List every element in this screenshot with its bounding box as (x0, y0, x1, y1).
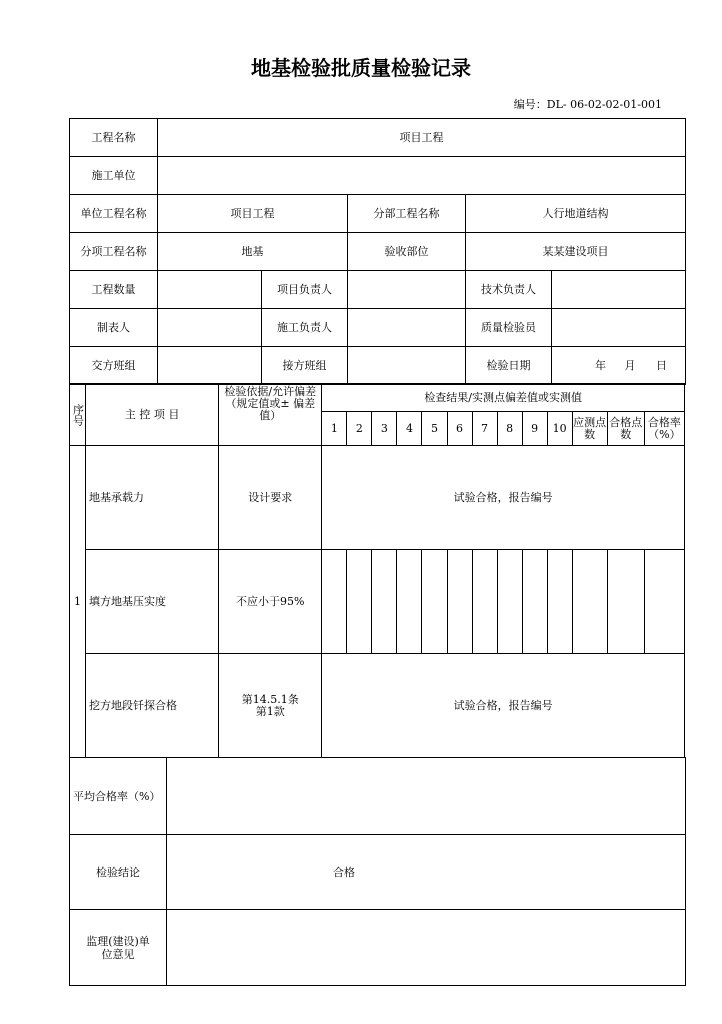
supervision-value (167, 910, 686, 986)
basis-header: 检验依据/允许偏差（规定值或± 偏差值） (219, 384, 322, 446)
col-header: 4 (397, 412, 422, 446)
unit-project-value: 项目工程 (158, 195, 348, 233)
construction-unit-value (158, 157, 686, 195)
result-cell (397, 550, 422, 654)
result-cell (607, 550, 644, 654)
col-header: 5 (422, 412, 447, 446)
construction-unit-label: 施工单位 (70, 157, 158, 195)
quantity-label: 工程数量 (70, 271, 158, 309)
date-month: 月 (624, 359, 636, 372)
item-name: 填方地基压实度 (86, 550, 219, 654)
unit-project-label: 单位工程名称 (70, 195, 158, 233)
avg-rate-value (167, 758, 686, 835)
col-header: 10 (547, 412, 572, 446)
project-leader-value (348, 271, 466, 309)
tech-leader-label: 技术负责人 (466, 271, 552, 309)
conclusion-label: 检验结论 (70, 835, 167, 910)
construction-leader-value (348, 309, 466, 347)
acceptance-part-label: 验收部位 (348, 233, 466, 271)
col-header: 8 (497, 412, 522, 446)
item-name: 地基承载力 (86, 446, 219, 550)
header-table (69, 118, 686, 385)
item-basis: 不应小于95% (219, 550, 322, 654)
result-cell (447, 550, 472, 654)
col-header: 3 (372, 412, 397, 446)
handover-team-label: 交方班组 (70, 347, 158, 385)
seq-number: 1 (70, 446, 86, 758)
results-header: 检查结果/实测点偏差值或实测值 (322, 384, 685, 412)
result-cell (472, 550, 497, 654)
preparer-value (158, 309, 262, 347)
inspection-date-value (552, 347, 686, 385)
project-leader-label: 项目负责人 (262, 271, 348, 309)
receiving-team-value (348, 347, 466, 385)
subitem-label: 分项工程名称 (70, 233, 158, 271)
points-measured-header: 应测点数 (572, 412, 607, 446)
result-cell (347, 550, 372, 654)
inspection-date-label: 检验日期 (466, 347, 552, 385)
preparer-label: 制表人 (70, 309, 158, 347)
item-basis: 第14.5.1条第1款 (219, 654, 322, 758)
receiving-team-label: 接方班组 (262, 347, 348, 385)
footer-table (69, 757, 686, 986)
item-result: 试验合格，报告编号 (322, 446, 685, 550)
result-cell (422, 550, 447, 654)
acceptance-part-value: 某某建设项目 (466, 233, 686, 271)
items-table (69, 383, 685, 758)
document-code: 编号：DL- 06-02-02-01-001 (513, 98, 662, 111)
main-item-header: 主 控 项 目 (86, 384, 219, 446)
quality-inspector-value (552, 309, 686, 347)
division-value: 人行地道结构 (466, 195, 686, 233)
date-day: 日 (656, 359, 667, 372)
handover-team-value (158, 347, 262, 385)
result-cell (372, 550, 397, 654)
col-header: 1 (322, 412, 347, 446)
seq-header: 序号 (70, 384, 86, 446)
result-cell (572, 550, 607, 654)
pass-rate-header: 合格率（%） (644, 412, 684, 446)
construction-leader-label: 施工负责人 (262, 309, 348, 347)
col-header: 2 (347, 412, 372, 446)
item-result: 试验合格，报告编号 (322, 654, 685, 758)
item-name: 挖方地段钎探合格 (86, 654, 219, 758)
col-header: 9 (522, 412, 547, 446)
avg-rate-label: 平均合格率（%） (70, 758, 167, 835)
result-cell (644, 550, 684, 654)
quality-inspector-label: 质量检验员 (466, 309, 552, 347)
subitem-value: 地基 (158, 233, 348, 271)
result-cell (322, 550, 347, 654)
page-title: 地基检验批质量检验记录 (251, 56, 471, 80)
result-cell (497, 550, 522, 654)
col-header: 7 (472, 412, 497, 446)
conclusion-value: 合格 (167, 835, 686, 910)
quantity-value (158, 271, 262, 309)
project-name-value: 项目工程 (158, 119, 686, 157)
division-label: 分部工程名称 (348, 195, 466, 233)
tech-leader-value (552, 271, 686, 309)
result-cell (547, 550, 572, 654)
project-name-label: 工程名称 (70, 119, 158, 157)
result-cell (522, 550, 547, 654)
date-year: 年 (595, 359, 606, 372)
supervision-label: 监理(建设)单位意见 (70, 910, 167, 986)
item-basis: 设计要求 (219, 446, 322, 550)
col-header: 6 (447, 412, 472, 446)
points-qualified-header: 合格点数 (607, 412, 644, 446)
